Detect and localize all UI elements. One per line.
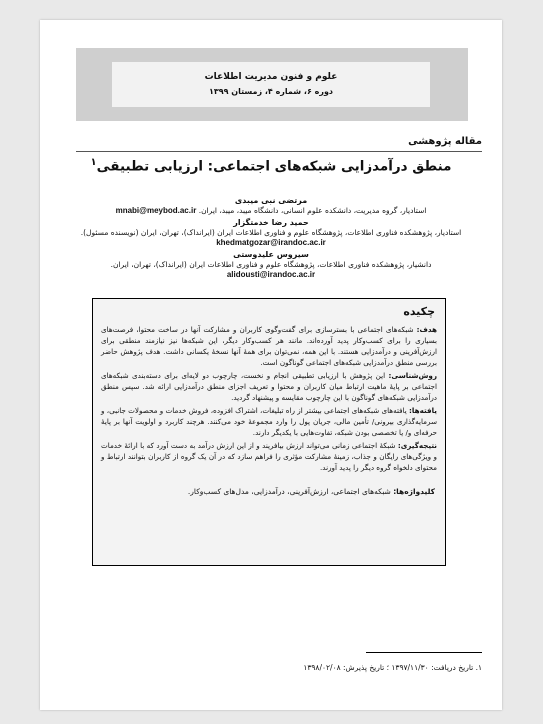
abstract-label: نتیجه‌گیری: [397,441,437,450]
keywords-text: شبکه‌های اجتماعی، ارزش‌آفرینی، درآمدزایی، مدل‌های کسب‌وکار. [187,487,394,496]
abstract-label: روش‌شناسی: [388,371,437,380]
author-affiliation-text: استادیار، گروه مدیریت، دانشکده علوم انسانی، دانشگاه میبد، میبد، ایران. [198,206,427,215]
article-type-label: مقاله پژوهشی [408,136,482,147]
journal-header-band [76,48,468,121]
abstract-box [92,298,446,566]
author-name: مرتضی نبی میبدی [234,196,308,205]
abstract-text: این پژوهش با ارزیابی تطبیقی انجام و نخست، چارچوب دو لایه‌ای برای دسته‌بندی شبکه‌های اجتماعی بر پایهٔ ماهیت ارتباط میان کاربران و محتوا و تعریف اجزای منطق درآمدزایی ارائه شد. سپس منطق درآمدزایی شبکه‌های گوناگون با این چارچوب مقایسه و پیشنهاد گردید. [101,371,437,402]
author-email[interactable]: mnabi@meybod.ac.ir [115,206,197,215]
keywords-label: کلیدواژه‌ها: [393,487,435,496]
abstract-text: شبکهٔ اجتماعی زمانی می‌تواند ارزش بیافریند و از این ارزش درآمد به دست آورد که با ارائهٔ خدمات و ویژگی‌های رایگان و جذاب، زمینهٔ مشارکت مؤثری را فراهم سازد که در آن یک گروه از کاربران بتوانند ارتباط و محتوای دلخواه گروه دیگر را پدید آورند. [101,441,437,472]
article-title [40,157,502,175]
author-email[interactable]: khedmatgozar@irandoc.ac.ir [216,238,326,247]
author-name: سیروس علیدوستی [233,250,309,259]
abstract-paragraph-purpose [101,324,437,368]
abstract-label: هدف: [416,325,437,334]
abstract-heading: چکیده [403,305,435,318]
author-name: حمید رضا خدمتگزار [233,218,309,227]
abstract-paragraph-method [101,370,437,403]
author-list [40,196,502,282]
footnote-dates: ۱. تاریخ دریافت: ۱۳۹۷/۱۱/۳۰ ؛ تاریخ پذیرش: ۱۳۹۸/۰۲/۰۸ [303,663,482,672]
abstract-paragraph-findings [101,405,437,438]
abstract-label: یافته‌ها: [409,406,437,415]
journal-name: علوم و فنون مدیریت اطلاعات [204,72,338,82]
title-text: منطق درآمدزایی شبکه‌های اجتماعی: ارزیابی تطبیقی [96,158,452,175]
keywords [101,487,435,496]
paper-page [40,20,502,710]
abstract-text: یافته‌های شبکه‌های اجتماعی بیشتر از راه تبلیغات، اشتراک افزوده، فروش خدمات و محصولات جانبی، و سرمایه‌گذاری بیرونی/ تأمین مالی، جریان پول را وارد مجموعهٔ خود می‌کنند. هرچند کاربرد و اولویت آنها بر پایهٔ حرفه‌ای و/ یا تخصصی بودن شبکه، تفاوت‌هایی با یکدیگر دارند. [101,406,437,437]
author-affiliation [40,206,502,216]
journal-issue: دوره ۶، شماره ۴، زمستان ۱۳۹۹ [208,87,334,96]
author-entry [40,218,502,248]
abstract-text: شبکه‌های اجتماعی با بسترسازی برای گفت‌وگوی کاربران و مشارکت آنها در ساخت محتوا، فرصت‌های بسیاری را برای کسب‌وکار پدید آورده‌اند. مانند هر کسب‌وکار دیگر، این شبکه‌ها نیز نیازمند منطقی برای ارزش‌آفرینی و درآمدزایی هستند. با این همه، نمی‌توان برای همهٔ آنها نسخهٔ یکسانی داشت. هدف پژوهش حاضر بررسی منطق درآمدزایی شبکه‌های اجتماعی گوناگون است. [101,325,437,367]
author-entry [40,250,502,280]
abstract-paragraph-conclusion [101,440,437,473]
title-footnote-marker: ۱ [90,157,97,168]
footnote-divider [366,652,482,653]
author-affiliation-text: دانشیار، پژوهشکده فناوری اطلاعات، پژوهشگاه علوم و فناوری اطلاعات ایران (ایرانداک)، تهران، ایران. [110,260,432,269]
author-entry [40,196,502,216]
journal-header-box [112,62,430,107]
author-affiliation-text: استادیار، پژوهشکده فناوری اطلاعات، پژوهشگاه علوم و فناوری اطلاعات ایران (ایرانداک)، تهران، ایران (نویسنده مسئول). [80,228,462,237]
author-email[interactable]: alidousti@irandoc.ac.ir [226,270,316,279]
header-divider [76,151,482,152]
